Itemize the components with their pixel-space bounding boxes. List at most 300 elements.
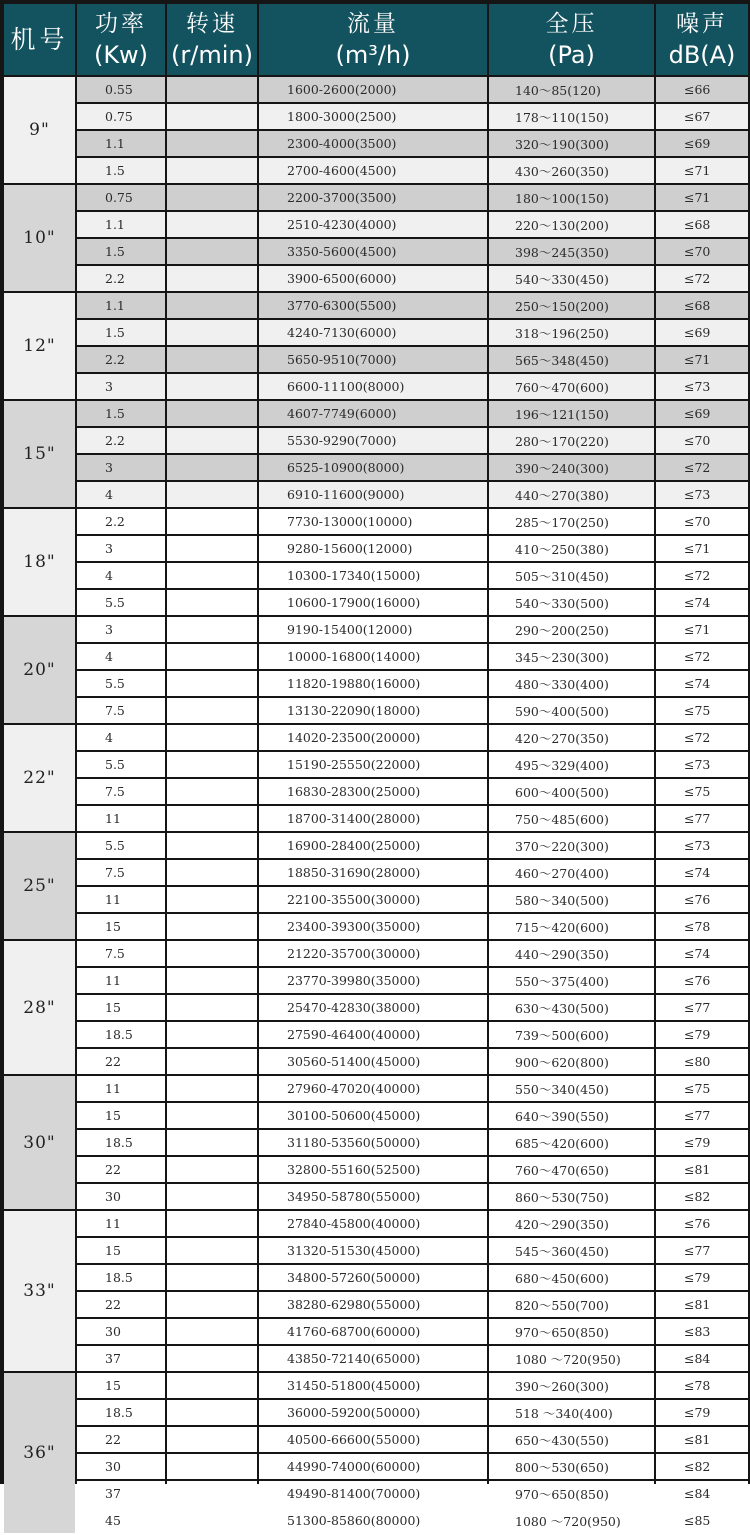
speed-cell [167,752,257,777]
flow-cell: 30560-51400(45000) [259,1049,487,1074]
flow-cell: 18850-31690(28000) [259,860,487,885]
table-row [4,1400,748,1425]
flow-cell: 31180-53560(50000) [259,1130,487,1155]
power-cell: 7.5 [77,779,165,804]
power-cell: 5.5 [77,752,165,777]
header-power-unit: (Kw) [93,40,149,69]
power-cell: 2.2 [77,347,165,372]
model-cell: 20" [4,617,75,723]
noise-cell: ≤73 [656,833,748,858]
noise-cell: ≤68 [656,293,748,318]
pressure-cell: 739～500(600) [489,1022,654,1047]
model-cell: 15" [4,401,75,507]
table-row [4,239,748,264]
flow-cell: 10300-17340(15000) [259,563,487,588]
flow-cell: 34800-57260(50000) [259,1265,487,1290]
speed-cell [167,914,257,939]
flow-cell: 4240-7130(6000) [259,320,487,345]
speed-cell [167,347,257,372]
header-power-label: 功率 [95,10,147,37]
power-cell: 1.1 [77,293,165,318]
pressure-cell: 970～650(850) [489,1319,654,1344]
speed-cell [167,968,257,993]
flow-cell: 23400-39300(35000) [259,914,487,939]
pressure-cell: 590～400(500) [489,698,654,723]
flow-cell: 9280-15600(12000) [259,536,487,561]
pressure-cell: 410～250(380) [489,536,654,561]
model-cell: 9" [4,77,75,183]
flow-cell: 3900-6500(6000) [259,266,487,291]
power-cell: 37 [77,1481,165,1506]
noise-cell: ≤66 [656,77,748,102]
noise-cell: ≤78 [656,1373,748,1398]
pressure-cell: 180～100(150) [489,185,654,210]
power-cell: 5.5 [77,590,165,615]
pressure-cell: 540～330(500) [489,590,654,615]
pressure-cell: 505～310(450) [489,563,654,588]
noise-cell: ≤84 [656,1346,748,1371]
header-flow-label: 流量 [347,10,399,37]
noise-cell: ≤72 [656,725,748,750]
noise-cell: ≤69 [656,320,748,345]
noise-cell: ≤79 [656,1265,748,1290]
pressure-cell: 250～150(200) [489,293,654,318]
table-row [4,455,748,480]
noise-cell: ≤84 [656,1481,748,1506]
table-row [4,1265,748,1290]
speed-cell [167,887,257,912]
noise-cell: ≤76 [656,887,748,912]
power-cell: 22 [77,1292,165,1317]
flow-cell: 2200-3700(3500) [259,185,487,210]
noise-cell: ≤81 [656,1157,748,1182]
noise-cell: ≤67 [656,104,748,129]
flow-cell: 25470-42830(38000) [259,995,487,1020]
pressure-cell: 640～390(550) [489,1103,654,1128]
table-row [4,185,748,210]
model-cell: 12" [4,293,75,399]
power-cell: 2.2 [77,428,165,453]
speed-cell [167,1427,257,1452]
pressure-cell: 545～360(450) [489,1238,654,1263]
pressure-cell: 760～470(650) [489,1157,654,1182]
flow-cell: 36000-59200(50000) [259,1400,487,1425]
speed-cell [167,1319,257,1344]
speed-cell [167,131,257,156]
table-row [4,1157,748,1182]
flow-cell: 22100-35500(30000) [259,887,487,912]
table-row [4,536,748,561]
header-noise [656,4,748,75]
noise-cell: ≤74 [656,860,748,885]
speed-cell [167,1292,257,1317]
table-row [4,887,748,912]
power-cell: 11 [77,1211,165,1236]
flow-cell: 34950-58780(55000) [259,1184,487,1209]
pressure-cell: 600～400(500) [489,779,654,804]
flow-cell: 31320-51530(45000) [259,1238,487,1263]
flow-cell: 10000-16800(14000) [259,644,487,669]
table-row [4,1103,748,1128]
flow-cell: 5530-9290(7000) [259,428,487,453]
power-cell: 15 [77,1238,165,1263]
noise-cell: ≤74 [656,590,748,615]
flow-cell: 2300-4000(3500) [259,131,487,156]
speed-cell [167,671,257,696]
speed-cell [167,320,257,345]
speed-cell [167,239,257,264]
flow-cell: 14020-23500(20000) [259,725,487,750]
table-row [4,1292,748,1317]
table-row [4,1454,748,1479]
table-body [4,77,748,1533]
noise-cell: ≤74 [656,941,748,966]
speed-cell [167,455,257,480]
power-cell: 7.5 [77,698,165,723]
table-row [4,77,748,102]
table-row [4,104,748,129]
noise-cell: ≤78 [656,914,748,939]
pressure-cell: 430～260(350) [489,158,654,183]
power-cell: 7.5 [77,860,165,885]
table-row [4,995,748,1020]
pressure-cell: 370～220(300) [489,833,654,858]
table-row [4,860,748,885]
flow-cell: 18700-31400(28000) [259,806,487,831]
flow-cell: 23770-39980(35000) [259,968,487,993]
speed-cell [167,1454,257,1479]
noise-cell: ≤79 [656,1130,748,1155]
table-row [4,779,748,804]
table-row [4,401,748,426]
pressure-cell: 1080 ～720(950) [489,1346,654,1371]
flow-cell: 38280-62980(55000) [259,1292,487,1317]
power-cell: 18.5 [77,1265,165,1290]
power-cell: 22 [77,1427,165,1452]
pressure-cell: 440～270(380) [489,482,654,507]
header-noise-unit: dB(A) [668,40,736,69]
model-cell: 10" [4,185,75,291]
table-row [4,131,748,156]
model-cell: 33" [4,1211,75,1371]
flow-cell: 30100-50600(45000) [259,1103,487,1128]
speed-cell [167,1184,257,1209]
pressure-cell: 900～620(800) [489,1049,654,1074]
power-cell: 18.5 [77,1130,165,1155]
pressure-cell: 550～375(400) [489,968,654,993]
pressure-cell: 460～270(400) [489,860,654,885]
noise-cell: ≤81 [656,1427,748,1452]
table-row [4,806,748,831]
pressure-cell: 390～240(300) [489,455,654,480]
flow-cell: 41760-68700(60000) [259,1319,487,1344]
power-cell: 4 [77,563,165,588]
speed-cell [167,806,257,831]
speed-cell [167,617,257,642]
flow-cell: 27960-47020(40000) [259,1076,487,1101]
model-cell: 18" [4,509,75,615]
pressure-cell: 440～290(350) [489,941,654,966]
noise-cell: ≤83 [656,1319,748,1344]
noise-cell: ≤69 [656,401,748,426]
speed-cell [167,293,257,318]
pressure-cell: 860～530(750) [489,1184,654,1209]
speed-cell [167,104,257,129]
power-cell: 45 [77,1508,165,1533]
model-cell: 22" [4,725,75,831]
noise-cell: ≤71 [656,617,748,642]
speed-cell [167,1373,257,1398]
table-row [4,266,748,291]
speed-cell [167,1400,257,1425]
table-row [4,1319,748,1344]
table-row [4,1184,748,1209]
pressure-cell: 715～420(600) [489,914,654,939]
table-row [4,482,748,507]
power-cell: 30 [77,1319,165,1344]
pressure-cell: 760～470(600) [489,374,654,399]
power-cell: 1.5 [77,320,165,345]
flow-cell: 51300-85860(80000) [259,1508,487,1533]
power-cell: 5.5 [77,833,165,858]
speed-cell [167,1022,257,1047]
noise-cell: ≤69 [656,131,748,156]
speed-cell [167,1238,257,1263]
table-row [4,671,748,696]
speed-cell [167,1103,257,1128]
pressure-cell: 820～550(700) [489,1292,654,1317]
pressure-cell: 398～245(350) [489,239,654,264]
pressure-cell: 518 ～340(400) [489,1400,654,1425]
power-cell: 22 [77,1049,165,1074]
speed-cell [167,374,257,399]
pressure-cell: 550～340(450) [489,1076,654,1101]
pressure-cell: 320～190(300) [489,131,654,156]
power-cell: 7.5 [77,941,165,966]
power-cell: 11 [77,968,165,993]
pressure-cell: 196～121(150) [489,401,654,426]
header-row [4,4,748,75]
flow-cell: 9190-15400(12000) [259,617,487,642]
flow-cell: 15190-25550(22000) [259,752,487,777]
power-cell: 5.5 [77,671,165,696]
noise-cell: ≤72 [656,455,748,480]
power-cell: 4 [77,482,165,507]
pressure-cell: 420～270(350) [489,725,654,750]
power-cell: 4 [77,644,165,669]
pressure-cell: 1080 ～720(950) [489,1508,654,1533]
table-row [4,833,748,858]
flow-cell: 40500-66600(55000) [259,1427,487,1452]
power-cell: 18.5 [77,1022,165,1047]
table-row [4,644,748,669]
table-row [4,293,748,318]
speed-cell [167,1157,257,1182]
noise-cell: ≤76 [656,1211,748,1236]
power-cell: 1.1 [77,131,165,156]
power-cell: 2.2 [77,509,165,534]
speed-cell [167,1211,257,1236]
table-row [4,725,748,750]
flow-cell: 10600-17900(16000) [259,590,487,615]
power-cell: 0.55 [77,77,165,102]
power-cell: 0.75 [77,104,165,129]
table-row [4,752,748,777]
speed-cell [167,833,257,858]
flow-cell: 11820-19880(16000) [259,671,487,696]
speed-cell [167,212,257,237]
table-row [4,428,748,453]
pressure-cell: 290～200(250) [489,617,654,642]
power-cell: 0.75 [77,185,165,210]
power-cell: 3 [77,374,165,399]
flow-cell: 13130-22090(18000) [259,698,487,723]
header-power [77,4,165,75]
noise-cell: ≤73 [656,482,748,507]
noise-cell: ≤68 [656,212,748,237]
speed-cell [167,779,257,804]
pressure-cell: 750～485(600) [489,806,654,831]
flow-cell: 31450-51800(45000) [259,1373,487,1398]
noise-cell: ≤77 [656,1238,748,1263]
table-row [4,1481,748,1506]
flow-cell: 6910-11600(9000) [259,482,487,507]
power-cell: 11 [77,1076,165,1101]
table-row [4,212,748,237]
speed-cell [167,1076,257,1101]
speed-cell [167,1481,257,1506]
flow-cell: 49490-81400(70000) [259,1481,487,1506]
model-cell: 30" [4,1076,75,1209]
header-speed-label: 转速 [186,10,238,37]
pressure-cell: 420～290(350) [489,1211,654,1236]
speed-cell [167,158,257,183]
table-row [4,1346,748,1371]
table-row [4,968,748,993]
header-pressure [489,4,654,75]
header-speed [167,4,257,75]
flow-cell: 1800-3000(2500) [259,104,487,129]
model-cell: 28" [4,941,75,1074]
flow-cell: 27590-46400(40000) [259,1022,487,1047]
pressure-cell: 280～170(220) [489,428,654,453]
noise-cell: ≤82 [656,1454,748,1479]
table-row [4,563,748,588]
noise-cell: ≤71 [656,158,748,183]
flow-cell: 21220-35700(30000) [259,941,487,966]
flow-cell: 16900-28400(25000) [259,833,487,858]
speed-cell [167,509,257,534]
speed-cell [167,590,257,615]
flow-cell: 43850-72140(65000) [259,1346,487,1371]
noise-cell: ≤71 [656,536,748,561]
power-cell: 3 [77,536,165,561]
speed-cell [167,1508,257,1533]
noise-cell: ≤75 [656,779,748,804]
table-row [4,1049,748,1074]
flow-cell: 16830-28300(25000) [259,779,487,804]
speed-cell [167,266,257,291]
speed-cell [167,725,257,750]
noise-cell: ≤71 [656,347,748,372]
table-row [4,1211,748,1236]
pressure-cell: 565～348(450) [489,347,654,372]
power-cell: 30 [77,1454,165,1479]
speed-cell [167,563,257,588]
speed-cell [167,1130,257,1155]
header-pressure-label: 全压 [545,10,598,37]
header-pressure-unit: (Pa) [548,40,595,69]
flow-cell: 1600-2600(2000) [259,77,487,102]
power-cell: 37 [77,1346,165,1371]
model-cell: 25" [4,833,75,939]
speed-cell [167,698,257,723]
speed-cell [167,1265,257,1290]
speed-cell [167,428,257,453]
flow-cell: 44990-74000(60000) [259,1454,487,1479]
noise-cell: ≤77 [656,1103,748,1128]
header-flow-unit: (m³/h) [335,40,411,69]
pressure-cell: 800～530(650) [489,1454,654,1479]
speed-cell [167,185,257,210]
flow-cell: 2510-4230(4000) [259,212,487,237]
flow-cell: 3770-6300(5500) [259,293,487,318]
table-row [4,1022,748,1047]
noise-cell: ≤79 [656,1400,748,1425]
pressure-cell: 178～110(150) [489,104,654,129]
power-cell: 11 [77,887,165,912]
power-cell: 18.5 [77,1400,165,1425]
power-cell: 1.5 [77,158,165,183]
model-cell: 36" [4,1373,75,1533]
table-row [4,374,748,399]
noise-cell: ≤76 [656,968,748,993]
speed-cell [167,644,257,669]
noise-cell: ≤79 [656,1022,748,1047]
noise-cell: ≤72 [656,644,748,669]
table-row [4,1076,748,1101]
pressure-cell: 970～650(850) [489,1481,654,1506]
table-row [4,509,748,534]
noise-cell: ≤70 [656,509,748,534]
table-row [4,1238,748,1263]
pressure-cell: 495～329(400) [489,752,654,777]
table-row [4,590,748,615]
header-model: 机号 [4,4,75,75]
pressure-cell: 680～450(600) [489,1265,654,1290]
table-row [4,1373,748,1398]
flow-cell: 6600-11100(8000) [259,374,487,399]
pressure-cell: 345～230(300) [489,644,654,669]
speed-cell [167,482,257,507]
noise-cell: ≤80 [656,1049,748,1074]
header-speed-unit: (r/min) [171,40,253,69]
noise-cell: ≤72 [656,266,748,291]
pressure-cell: 630～430(500) [489,995,654,1020]
noise-cell: ≤74 [656,671,748,696]
flow-cell: 27840-45800(40000) [259,1211,487,1236]
power-cell: 2.2 [77,266,165,291]
table-row [4,320,748,345]
power-cell: 1.5 [77,239,165,264]
flow-cell: 4607-7749(6000) [259,401,487,426]
power-cell: 15 [77,1373,165,1398]
pressure-cell: 650～430(550) [489,1427,654,1452]
flow-cell: 6525-10900(8000) [259,455,487,480]
power-cell: 3 [77,455,165,480]
pressure-cell: 390～260(300) [489,1373,654,1398]
fan-spec-table [2,2,750,1535]
